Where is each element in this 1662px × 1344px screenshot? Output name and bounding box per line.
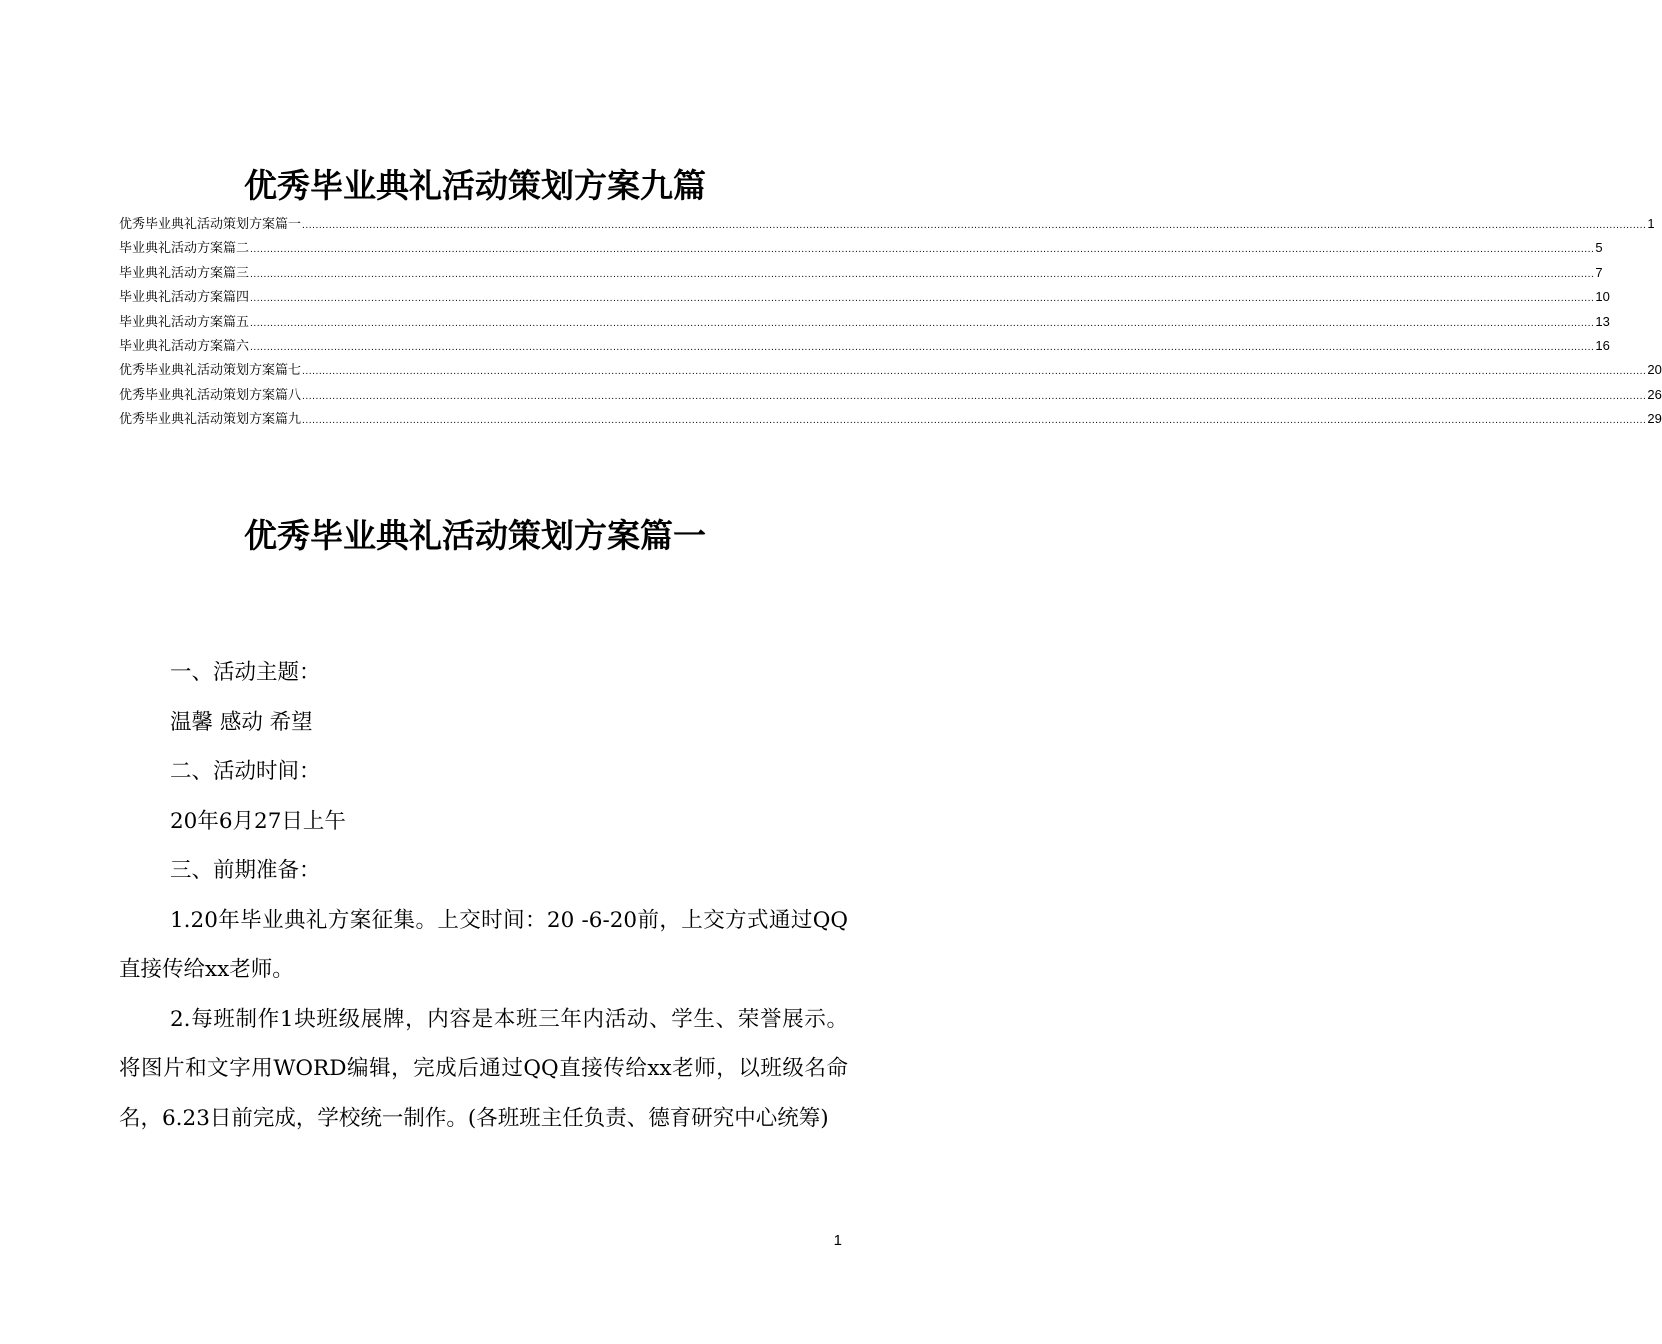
paragraph: 温馨 感动 希望 <box>170 709 313 735</box>
toc-entry-label: 毕业典礼活动方案篇三 <box>119 265 250 281</box>
toc-entry[interactable] <box>119 310 1610 334</box>
toc-entry[interactable] <box>119 261 1603 285</box>
toc-entry[interactable] <box>119 212 1655 236</box>
paragraph: 2.每班制作1块班级展牌，内容是本班三年内活动、学生、荣誉展示。将图片和文字用WORD编辑，完成后通过QQ直接传给xx老师，以班级名命名，6.23日前完成，学校统一制作。(各班班主任负责、德育研究中心统筹) <box>119 1006 848 1131</box>
toc-leader-dots: ................................................................................................................................................................................................................................................................................................................................................................................................................ <box>302 221 1647 231</box>
paragraph: 1.20年毕业典礼方案征集。上交时间：20 -6-20前，上交方式通过QQ直接传给xx老师。 <box>119 907 848 982</box>
toc-entry-page: 1 <box>1647 216 1655 231</box>
section-body <box>119 648 848 1143</box>
toc-entry-label: 优秀毕业典礼活动策划方案篇九 <box>119 412 302 428</box>
toc-entry-label: 优秀毕业典礼活动策划方案篇八 <box>119 387 302 403</box>
toc-entry-label: 毕业典礼活动方案篇六 <box>119 338 250 354</box>
toc-entry-page: 10 <box>1595 289 1610 305</box>
section-title: 优秀毕业典礼活动策划方案篇一 <box>244 516 706 555</box>
toc-entry[interactable] <box>119 334 1610 358</box>
toc-entry-page: 16 <box>1595 337 1610 353</box>
toc-entry[interactable] <box>119 285 1610 309</box>
toc-entry-label: 毕业典礼活动方案篇二 <box>119 241 250 257</box>
toc-leader-dots: ................................................................................................................................................................................................................................................................................................................................................................................................................ <box>250 269 1595 280</box>
toc-leader-dots: ................................................................................................................................................................................................................................................................................................................................................................................................................ <box>302 391 1647 402</box>
toc-entry-label: 毕业典礼活动方案篇四 <box>119 290 250 306</box>
toc-entry-page: 20 <box>1647 362 1662 378</box>
page-number: 1 <box>833 1232 842 1249</box>
toc-leader-dots: ................................................................................................................................................................................................................................................................................................................................................................................................................ <box>250 245 1595 256</box>
toc-entry[interactable] <box>119 236 1603 260</box>
paragraph: 三、前期准备： <box>170 858 321 883</box>
toc-leader-dots: ................................................................................................................................................................................................................................................................................................................................................................................................................ <box>250 294 1595 305</box>
toc-entry-page: 7 <box>1595 264 1603 280</box>
toc-leader-dots: ................................................................................................................................................................................................................................................................................................................................................................................................................ <box>250 342 1595 353</box>
toc-entry[interactable] <box>119 383 1662 407</box>
paragraph: 一、活动主题： <box>170 660 321 685</box>
toc-leader-dots: ................................................................................................................................................................................................................................................................................................................................................................................................................ <box>302 416 1647 427</box>
toc-entry-page: 26 <box>1647 386 1662 402</box>
toc-entry-page: 13 <box>1595 313 1610 329</box>
toc-entry-label: 优秀毕业典礼活动策划方案篇七 <box>119 363 302 379</box>
toc-entry-page: 29 <box>1647 411 1662 427</box>
table-of-contents <box>119 212 1662 432</box>
toc-entry[interactable] <box>119 407 1662 431</box>
paragraph: 二、活动时间： <box>170 759 321 784</box>
document-title: 优秀毕业典礼活动策划方案九篇 <box>244 166 706 205</box>
toc-entry-page: 5 <box>1595 240 1603 256</box>
paragraph: 20年6月27日上午 <box>170 808 346 834</box>
toc-leader-dots: ................................................................................................................................................................................................................................................................................................................................................................................................................ <box>302 367 1647 378</box>
toc-leader-dots: ................................................................................................................................................................................................................................................................................................................................................................................................................ <box>250 318 1595 329</box>
toc-entry[interactable] <box>119 358 1662 382</box>
toc-entry-label: 毕业典礼活动方案篇五 <box>119 314 250 330</box>
toc-entry-label: 优秀毕业典礼活动策划方案篇一 <box>119 217 302 232</box>
